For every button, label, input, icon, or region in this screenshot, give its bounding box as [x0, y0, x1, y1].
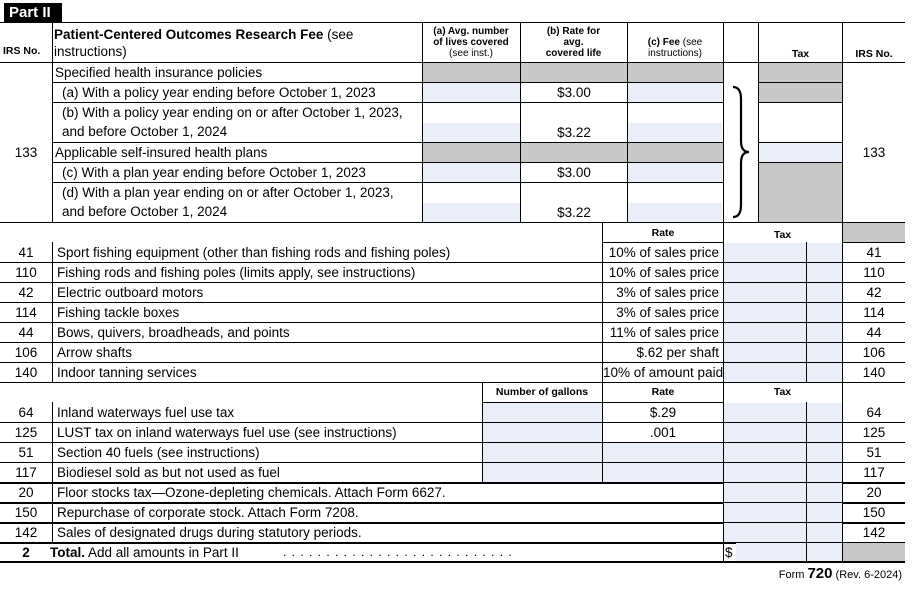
- pcor-specified: Specified health insurance policies: [55, 65, 263, 80]
- fuel-gallons-input[interactable]: [483, 463, 602, 482]
- sales-desc: Sport fishing equipment (other than fishing rods and fishing poles): [57, 245, 451, 260]
- fuel-irs-no-right: 64: [866, 405, 882, 420]
- fuel-rate: .001: [649, 425, 677, 440]
- sales-tax-header: Tax: [773, 229, 792, 241]
- pcor-c-lives-input[interactable]: [423, 163, 520, 182]
- total-dollar: $: [725, 545, 733, 560]
- sales-irs-no-right: 41: [866, 245, 882, 260]
- other-irs-no-right: 20: [866, 485, 882, 500]
- sales-desc: Fishing tackle boxes: [57, 305, 180, 320]
- sales-desc: Fishing rods and fishing poles (limits apply, see instructions): [57, 265, 416, 280]
- other-irs-no: 20: [18, 485, 34, 500]
- fuel-desc: Biodiesel sold as but not used as fuel: [57, 465, 280, 480]
- other-irs-no: 150: [14, 505, 38, 520]
- other-tax-input[interactable]: [724, 523, 806, 542]
- total-amount-input[interactable]: [736, 543, 842, 562]
- total-label: Total. Add all amounts in Part II: [50, 545, 239, 560]
- fuel-desc: LUST tax on inland waterways fuel use (see instructions): [57, 425, 397, 440]
- pcor-d-fee-input[interactable]: [628, 203, 722, 222]
- fuel-desc: Inland waterways fuel use tax: [57, 405, 235, 420]
- sales-desc: Indoor tanning services: [57, 365, 197, 380]
- fuel-rate-input[interactable]: [603, 463, 723, 482]
- fuel-tax-input[interactable]: [724, 403, 806, 422]
- pcor-a-label: (a) With a policy year ending before October 1, 2023: [62, 85, 376, 100]
- sales-rate: 10% of sales price: [608, 245, 719, 260]
- sales-irs-no: 41: [18, 245, 34, 260]
- sales-tax-cents-input[interactable]: [807, 343, 842, 362]
- sales-tax-cents-input[interactable]: [807, 283, 842, 302]
- sales-desc: Electric outboard motors: [57, 285, 204, 300]
- col-b-header: (b) Rate for avg. covered life: [545, 26, 602, 59]
- pcor-irs-no: 133: [14, 145, 38, 160]
- fuel-desc: Section 40 fuels (see instructions): [57, 445, 260, 460]
- fuel-tax-cents-input[interactable]: [807, 423, 842, 442]
- fuel-tax-cents-input[interactable]: [807, 403, 842, 422]
- fuel-rate-input[interactable]: [603, 443, 723, 462]
- sales-rate: 3% of sales price: [616, 305, 719, 320]
- sales-tax-input[interactable]: [724, 343, 806, 362]
- sales-rate: 11% of sales price: [609, 325, 719, 340]
- sales-irs-no-right: 140: [862, 365, 886, 380]
- sales-tax-cents-input[interactable]: [807, 243, 842, 262]
- fuel-irs-no: 125: [14, 425, 38, 440]
- pcor-d-lives-input[interactable]: [423, 203, 520, 222]
- pcor-irs-no-right: 133: [862, 145, 886, 160]
- sales-irs-no: 114: [15, 305, 37, 320]
- sales-irs-no: 106: [14, 345, 38, 360]
- sales-tax-cents-input[interactable]: [807, 303, 842, 322]
- pcor-tax-input[interactable]: [759, 143, 842, 162]
- sales-irs-no-right: 42: [866, 285, 882, 300]
- pcor-c-fee-input[interactable]: [628, 163, 722, 182]
- pcor-b-fee-input[interactable]: [628, 123, 722, 142]
- total-leader: . . . . . . . . . . . . . . . . . . . . . . . . . . .: [283, 545, 513, 559]
- fuel-irs-no: 117: [15, 465, 37, 480]
- other-tax-cents-input[interactable]: [807, 523, 842, 542]
- pcor-c-label: (c) With a plan year ending before October 1, 2023: [62, 165, 366, 180]
- col-a-header: (a) Avg. number of lives covered (see inst.): [433, 26, 509, 59]
- pcor-d-label-1: (d) With a plan year ending on or after October 1, 2023,: [62, 185, 394, 200]
- fuel-tax-input[interactable]: [724, 443, 806, 462]
- other-tax-input[interactable]: [724, 503, 806, 522]
- fuel-tax-input[interactable]: [724, 463, 806, 482]
- sales-rate: $.62 per shaft: [636, 345, 719, 360]
- sales-rate: 10% of amount paid: [603, 365, 724, 380]
- fuel-tax-cents-input[interactable]: [807, 443, 842, 462]
- sales-rate-header: Rate: [651, 227, 675, 239]
- form-footer: Form 720 (Rev. 6-2024): [778, 565, 902, 582]
- header-irs-no: IRS No.: [3, 45, 41, 57]
- fuel-tax-input[interactable]: [724, 423, 806, 442]
- pcor-a-lives-input[interactable]: [423, 83, 520, 102]
- sales-desc: Bows, quivers, broadheads, and points: [57, 325, 290, 340]
- pcor-b-rate: $3.22: [557, 125, 591, 140]
- pcor-b-label-2: and before October 1, 2024: [62, 124, 228, 139]
- pcor-d-label-2: and before October 1, 2024: [62, 204, 228, 219]
- fuel-irs-no: 64: [18, 405, 34, 420]
- other-irs-no-right: 150: [862, 505, 886, 520]
- sales-tax-input[interactable]: [724, 243, 806, 262]
- fuel-irs-no-right: 117: [863, 465, 885, 480]
- sales-tax-input[interactable]: [724, 303, 806, 322]
- fuel-gallons-input[interactable]: [483, 403, 602, 422]
- other-irs-no-right: 142: [862, 525, 886, 540]
- sales-tax-input[interactable]: [724, 283, 806, 302]
- fuel-rate-header: Rate: [651, 386, 675, 398]
- other-tax-input[interactable]: [724, 483, 806, 502]
- sales-tax-input[interactable]: [724, 323, 806, 342]
- other-tax-cents-input[interactable]: [807, 483, 842, 502]
- brace-icon: [727, 85, 755, 219]
- other-tax-cents-input[interactable]: [807, 503, 842, 522]
- sales-tax-cents-input[interactable]: [807, 323, 842, 342]
- sales-irs-no: 110: [15, 265, 37, 280]
- pcor-a-fee-input[interactable]: [628, 83, 722, 102]
- pcor-b-lives-input[interactable]: [423, 123, 520, 142]
- pcor-title: Patient-Centered Outcomes Research Fee (see instructions): [54, 27, 354, 59]
- fuel-gallons-input[interactable]: [483, 423, 602, 442]
- sales-irs-no: 140: [14, 365, 38, 380]
- fuel-tax-header: Tax: [773, 386, 792, 398]
- sales-irs-no-right: 110: [863, 265, 885, 280]
- fuel-rate: $.29: [649, 405, 677, 420]
- sales-rate: 10% of sales price: [608, 265, 719, 280]
- sales-desc: Arrow shafts: [57, 345, 133, 360]
- gallons-header: Number of gallons: [495, 386, 589, 398]
- other-desc: Sales of designated drugs during statutory periods.: [57, 525, 362, 540]
- col-c-header: (c) Fee (see instructions): [647, 37, 703, 59]
- sales-tax-cents-input[interactable]: [807, 363, 842, 382]
- part-label-text: Part II: [9, 4, 51, 21]
- other-desc: Repurchase of corporate stock. Attach Form 7208.: [57, 505, 359, 520]
- fuel-gallons-input[interactable]: [483, 443, 602, 462]
- header-irs-no-right: IRS No.: [855, 48, 893, 60]
- header-tax: Tax: [791, 48, 810, 60]
- other-irs-no: 142: [14, 525, 38, 540]
- sales-irs-no-right: 44: [866, 325, 882, 340]
- other-desc: Floor stocks tax—Ozone-depleting chemicals. Attach Form 6627.: [57, 485, 446, 500]
- pcor-b-label-1: (b) With a policy year ending on or after October 1, 2023,: [62, 105, 403, 120]
- sales-irs-no: 44: [18, 325, 34, 340]
- pcor-c-rate: $3.00: [557, 165, 591, 180]
- pcor-a-rate: $3.00: [557, 85, 591, 100]
- sales-rate: 3% of sales price: [616, 285, 719, 300]
- fuel-tax-cents-input[interactable]: [807, 463, 842, 482]
- sales-tax-cents-input[interactable]: [807, 263, 842, 282]
- sales-irs-no-right: 106: [862, 345, 886, 360]
- sales-tax-input[interactable]: [724, 263, 806, 282]
- pcor-self-insured: Applicable self-insured health plans: [55, 145, 268, 160]
- fuel-irs-no: 51: [18, 445, 34, 460]
- sales-tax-input[interactable]: [724, 363, 806, 382]
- fuel-irs-no-right: 125: [862, 425, 886, 440]
- pcor-d-rate: $3.22: [557, 205, 591, 220]
- sales-irs-no-right: 114: [863, 305, 885, 320]
- total-line-no: 2: [22, 545, 30, 560]
- sales-irs-no: 42: [18, 285, 34, 300]
- fuel-irs-no-right: 51: [866, 445, 882, 460]
